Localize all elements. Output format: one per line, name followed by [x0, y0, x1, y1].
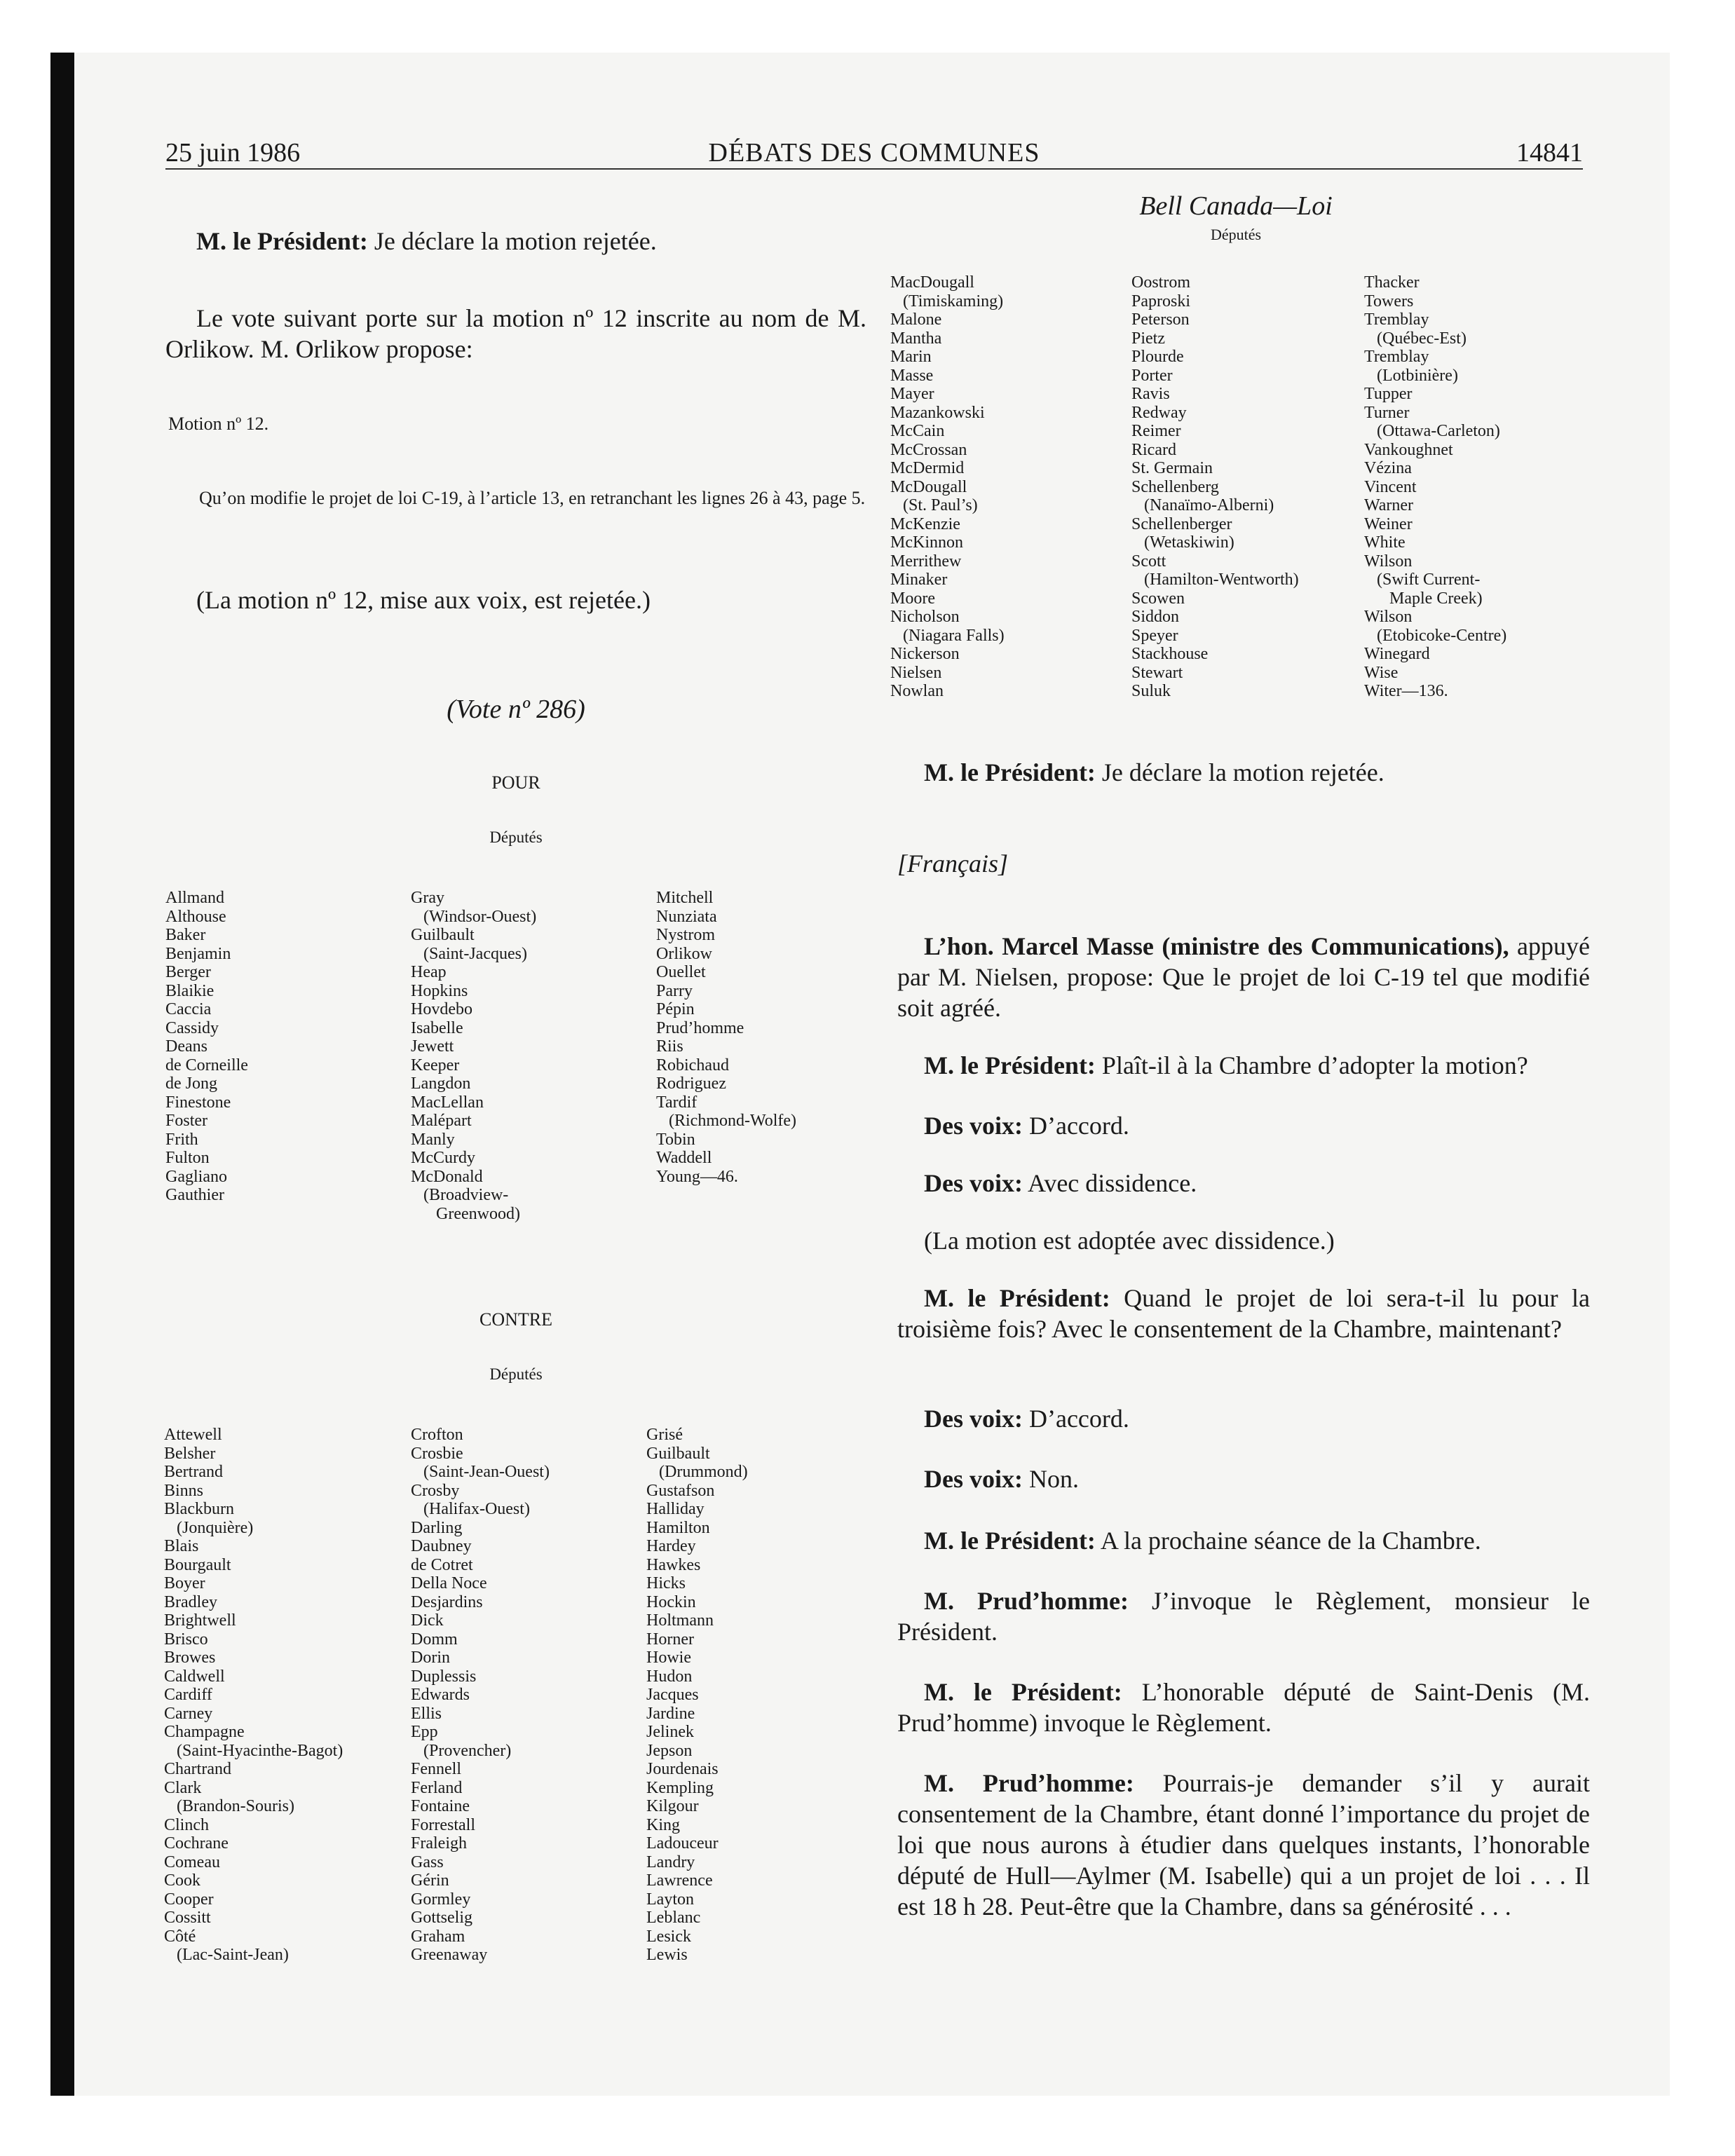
speaker: M. le Président: — [924, 758, 1096, 786]
scan-border — [50, 53, 74, 2096]
contre-names-col3: Grisé Guilbault (Drummond) Gustafson Halliday Hamilton Hardey Hawkes Hicks Hockin Holtmann Horner Howie Hudon Jacques Jardine Jelinek Jepson Jourdenais Kempling Kilgour King Ladouceur Landry Lawrence Layton Leblanc Lesick Lewis — [646, 1426, 748, 1964]
speaker: M. le Président: — [924, 1051, 1096, 1079]
speech-voices-3 — [897, 1403, 1590, 1434]
header-rule — [165, 168, 1583, 170]
contre-deputes-label: Députés — [489, 1365, 543, 1383]
pour-deputes-label: Députés — [489, 828, 543, 846]
speech-text: Je déclare la motion rejetée. — [1095, 758, 1384, 786]
pour-names-col3: Mitchell Nunziata Nystrom Orlikow Ouellet Parry Pépin Prud’homme Riis Robichaud Rodriguez Tardif (Richmond-Wolfe) Tobin Waddell Young—46. — [656, 889, 797, 1186]
speech-president-4 — [897, 1283, 1590, 1344]
speech-president-5 — [897, 1525, 1590, 1556]
contre-continued-deputes: Députés — [1210, 226, 1262, 243]
speaker: M. le Président: — [924, 1284, 1110, 1312]
vote-intro-paragraph: Le vote suivant porte sur la motion nº 12 inscrite au nom de M. Orlikow. M. Orlikow propose: — [165, 304, 866, 363]
speaker: Des voix: — [924, 1465, 1023, 1493]
header-title: DÉBATS DES COMMUNES — [708, 138, 1040, 168]
motion-text: Qu’on modifie le projet de loi C-19, à l’article 13, en retranchant les lignes 26 à 43, page 5. — [199, 488, 866, 508]
contre-continued-col3: Thacker Towers Tremblay (Québec-Est) Tremblay (Lotbinière) Tupper Turner (Ottawa-Carleton) Vankoughnet Vézina Vincent Warner Weiner White Wilson (Swift Current- Maple Creek) Wilson (Etobicoke-Centre) Winegard Wise Witer—136. — [1364, 273, 1507, 700]
speech-text: Non. — [1022, 1465, 1079, 1493]
speaker: Des voix: — [924, 1112, 1023, 1140]
speaker: Des voix: — [924, 1169, 1023, 1197]
speaker: M. le Président: — [924, 1527, 1096, 1555]
header-page-number: 14841 — [1516, 138, 1583, 168]
speaker: Des voix: — [924, 1405, 1023, 1433]
speech-text: D’accord. — [1022, 1405, 1129, 1433]
speech-prudhomme-2 — [897, 1768, 1590, 1922]
speech-text: Avec dissidence. — [1022, 1169, 1197, 1197]
speaker: M. Prud’homme: — [924, 1769, 1134, 1797]
speech-text: J’invoque le Règlement, monsieur le Président. — [897, 1587, 1591, 1646]
vote-title: (Vote nº 286) — [447, 695, 585, 724]
speech-text: A la prochaine séance de la Chambre. — [1095, 1527, 1481, 1555]
header-date: 25 juin 1986 — [165, 138, 301, 168]
speech-text: Je déclare la motion rejetée. — [367, 227, 657, 255]
pour-names-col2: Gray (Windsor-Ouest) Guilbault (Saint-Jacques) Heap Hopkins Hovdebo Isabelle Jewett Keeper Langdon MacLellan Malépart Manly McCurdy McDonald (Broadview- Greenwood) — [411, 889, 537, 1223]
contre-names-col1: Attewell Belsher Bertrand Binns Blackburn (Jonquière) Blais Bourgault Boyer Bradley Brightwell Brisco Browes Caldwell Cardiff Carney Champagne (Saint-Hyacinthe-Bagot) Chartrand Clark (Brandon-Souris) Clinch Cochrane Comeau Cook Cooper Cossitt Côté (Lac-Saint-Jean) — [164, 1426, 343, 1964]
speech-text: appuyé par M. Nielsen, propose: Que le projet de loi C-19 tel que modifié soit agréé. — [897, 932, 1590, 1022]
speech-text: L’honorable député de Saint-Denis (M. Prud’homme) invoque le Règlement. — [897, 1678, 1590, 1737]
speech-text: Plaît-il à la Chambre d’adopter la motion? — [1095, 1051, 1528, 1079]
speech-president-3 — [897, 1050, 1590, 1081]
speech-masse — [897, 931, 1590, 1023]
running-title: Bell Canada—Loi — [1139, 191, 1333, 221]
speaker: L’hon. Marcel Masse (ministre des Communications), — [924, 932, 1509, 960]
pour-label: POUR — [491, 772, 540, 793]
motion-adopted: (La motion est adoptée avec dissidence.) — [924, 1227, 1335, 1255]
contre-label: CONTRE — [479, 1309, 552, 1330]
speech-text: Pourrais-je demander s’il y aurait consentement de la Chambre, étant donné l’importance du projet de loi que nous aurons à étudier dans quelques instants, l’honorable député de Hull—Aylmer (M. Isabelle) qui a un projet de loi . . . Il est 18 h 28. Peut-être que la Chambre, dans sa générosité . . . — [897, 1769, 1590, 1920]
page-header — [165, 137, 1583, 168]
speech-president-2 — [897, 757, 1590, 788]
pour-names-col1: Allmand Althouse Baker Benjamin Berger Blaikie Caccia Cassidy Deans de Corneille de Jong Finestone Foster Frith Fulton Gagliano Gauthier — [165, 889, 248, 1204]
speech-voices-4 — [897, 1464, 1590, 1494]
speech-text: Quand le projet de loi sera-t-il lu pour la troisième fois? Avec le consentement de la Chambre, maintenant? — [897, 1284, 1590, 1343]
motion-result: (La motion nº 12, mise aux voix, est rejetée.) — [196, 586, 651, 614]
speech-president-6 — [897, 1677, 1590, 1738]
contre-continued-col2: Oostrom Paproski Peterson Pietz Plourde Porter Ravis Redway Reimer Ricard St. Germain Schellenberg (Nanaïmo-Alberni) Schellenberger (Wetaskiwin) Scott (Hamilton-Wentworth) Scowen Siddon Speyer Stackhouse Stewart Suluk — [1131, 273, 1299, 700]
contre-names-col2: Crofton Crosbie (Saint-Jean-Ouest) Crosby (Halifax-Ouest) Darling Daubney de Cotret Della Noce Desjardins Dick Domm Dorin Duplessis Edwards Ellis Epp (Provencher) Fennell Ferland Fontaine Forrestall Fraleigh Gass Gérin Gormley Gottselig Graham Greenaway — [411, 1426, 550, 1964]
speech-voices-2 — [897, 1168, 1590, 1199]
language-marker: [Français] — [897, 850, 1009, 878]
motion-label: Motion nº 12. — [168, 414, 269, 434]
speaker: M. Prud’homme: — [924, 1587, 1129, 1615]
speech-president-1 — [165, 226, 866, 257]
speech-voices-1 — [897, 1110, 1590, 1141]
speech-prudhomme-1 — [897, 1585, 1590, 1647]
speech-text: D’accord. — [1022, 1112, 1129, 1140]
speaker: M. le Président: — [196, 227, 368, 255]
speaker: M. le Président: — [924, 1678, 1122, 1706]
contre-continued-col1: MacDougall (Timiskaming) Malone Mantha Marin Masse Mayer Mazankowski McCain McCrossan McDermid McDougall (St. Paul’s) McKenzie McKinnon Merrithew Minaker Moore Nicholson (Niagara Falls) Nickerson Nielsen Nowlan — [890, 273, 1005, 700]
